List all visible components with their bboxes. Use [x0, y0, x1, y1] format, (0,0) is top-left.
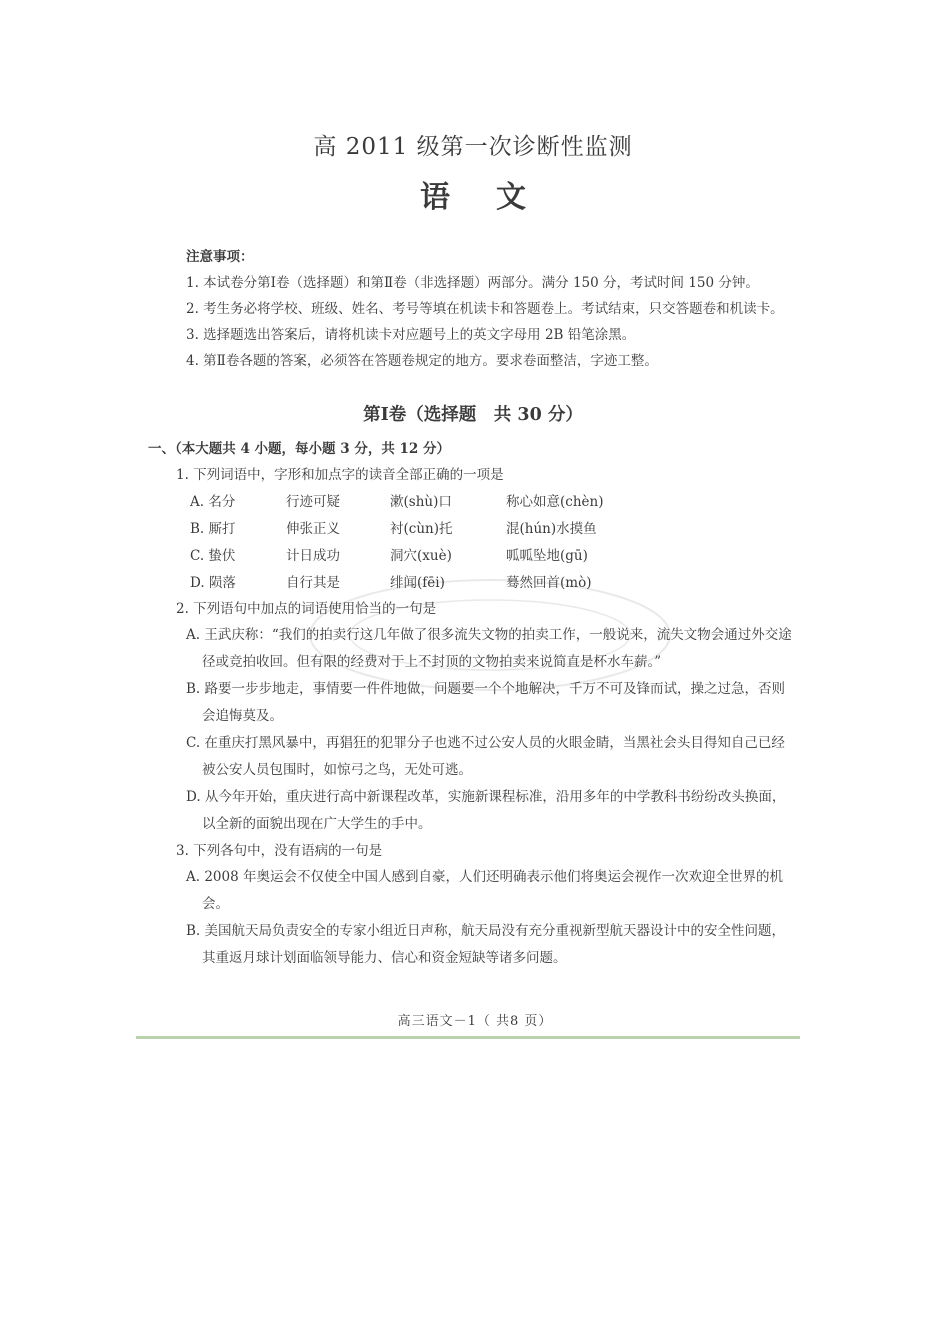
option-cell: 伸张正义: [286, 520, 340, 537]
footer-divider: [136, 1036, 800, 1039]
option-cell: D. 陨落: [190, 574, 236, 591]
question-2-option-d: D. 从今年开始，重庆进行高中新课程改革，实施新课程标准，沿用多年的中学教科书纷纷改头换面，以全新的面貌出现在广大学生的手中。: [186, 789, 786, 832]
note-item: 4. 第Ⅱ卷各题的答案，必须答在答题卷规定的地方。要求卷面整洁，字迹工整。: [186, 353, 658, 369]
page-footer: 高三语文－1（ 共8 页）: [397, 1014, 553, 1029]
exam-title: 高 2011 级第一次诊断性监测: [313, 134, 633, 160]
option-cell: 自行其是: [286, 574, 340, 591]
question-2-option-c: C. 在重庆打黑风暴中，再猖狂的犯罪分子也逃不过公安人员的火眼金睛，当黑社会头目得知自己已经被公安人员包围时，如惊弓之鸟，无处可逃。: [186, 735, 785, 778]
question-1-options: [190, 488, 798, 596]
option-row: [190, 515, 798, 542]
question-3-option-a: A. 2008 年奥运会不仅使全中国人感到自豪，人们还明确表示他们将奥运会视作一次欢迎全世界的机会。: [186, 869, 783, 912]
question-2-option-a: A. 王武庆称：“我们的拍卖行这几年做了很多流失文物的拍卖工作，一般说来，流失文物会通过外交途径或竞拍收回。但有限的经费对于上不封顶的文物拍卖来说简直是杯水车薪。”: [186, 627, 792, 670]
question-3-option-b: B. 美国航天局负责安全的专家小组近日声称，航天局没有充分重视新型航天器设计中的安全性问题，其重返月球计划面临领导能力、信心和资金短缺等诸多问题。: [186, 923, 786, 966]
question-1-stem: 1. 下列词语中，字形和加点字的读音全部正确的一项是: [176, 467, 504, 483]
option-cell: 行迹可疑: [286, 493, 340, 510]
option-row: [190, 488, 798, 515]
note-item: 3. 选择题选出答案后，请将机读卡对应题号上的英文字母用 2B 铅笔涂黑。: [186, 327, 636, 343]
option-cell: A. 名分: [190, 493, 236, 510]
note-item: 2. 考生务必将学校、班级、姓名、考号等填在机读卡和答题卷上。考试结束，只交答题卷和机读卡。: [186, 301, 784, 317]
question-2-stem: 2. 下列语句中加点的词语使用恰当的一句是: [176, 601, 437, 617]
option-cell: B. 厮打: [190, 520, 236, 537]
section-title: 第Ⅰ卷（选择题 共 30 分）: [363, 405, 583, 425]
part-heading: 一、（本大题共 4 小题，每小题 3 分，共 12 分）: [148, 441, 451, 457]
option-row: [190, 569, 798, 596]
option-cell: 漱(shù)口: [390, 493, 452, 510]
option-cell: 呱呱坠地(gū): [506, 547, 588, 564]
subject-title: 语文: [420, 180, 572, 215]
exam-page: [148, 118, 798, 972]
note-item: 1. 本试卷分第Ⅰ卷（选择题）和第Ⅱ卷（非选择题）两部分。满分 150 分，考试时间 150 分钟。: [186, 275, 759, 291]
option-cell: 计日成功: [286, 547, 340, 564]
option-row: [190, 542, 798, 569]
option-cell: 混(hún)水摸鱼: [506, 520, 597, 537]
question-3-stem: 3. 下列各句中，没有语病的一句是: [176, 843, 383, 859]
option-cell: 绯闻(fēi): [390, 574, 445, 591]
question-2-option-b: B. 路要一步步地走，事情要一件件地做，问题要一个个地解决，千万不可及锋而试，操之过急，否则会追悔莫及。: [186, 681, 786, 724]
option-cell: 衬(cùn)托: [390, 520, 453, 537]
option-cell: C. 蛰伏: [190, 547, 236, 564]
option-cell: 称心如意(chèn): [506, 493, 604, 510]
notes-heading: 注意事项：: [186, 249, 254, 265]
option-cell: 蓦然回首(mò): [506, 574, 592, 591]
option-cell: 洞穴(xuè): [390, 547, 452, 564]
